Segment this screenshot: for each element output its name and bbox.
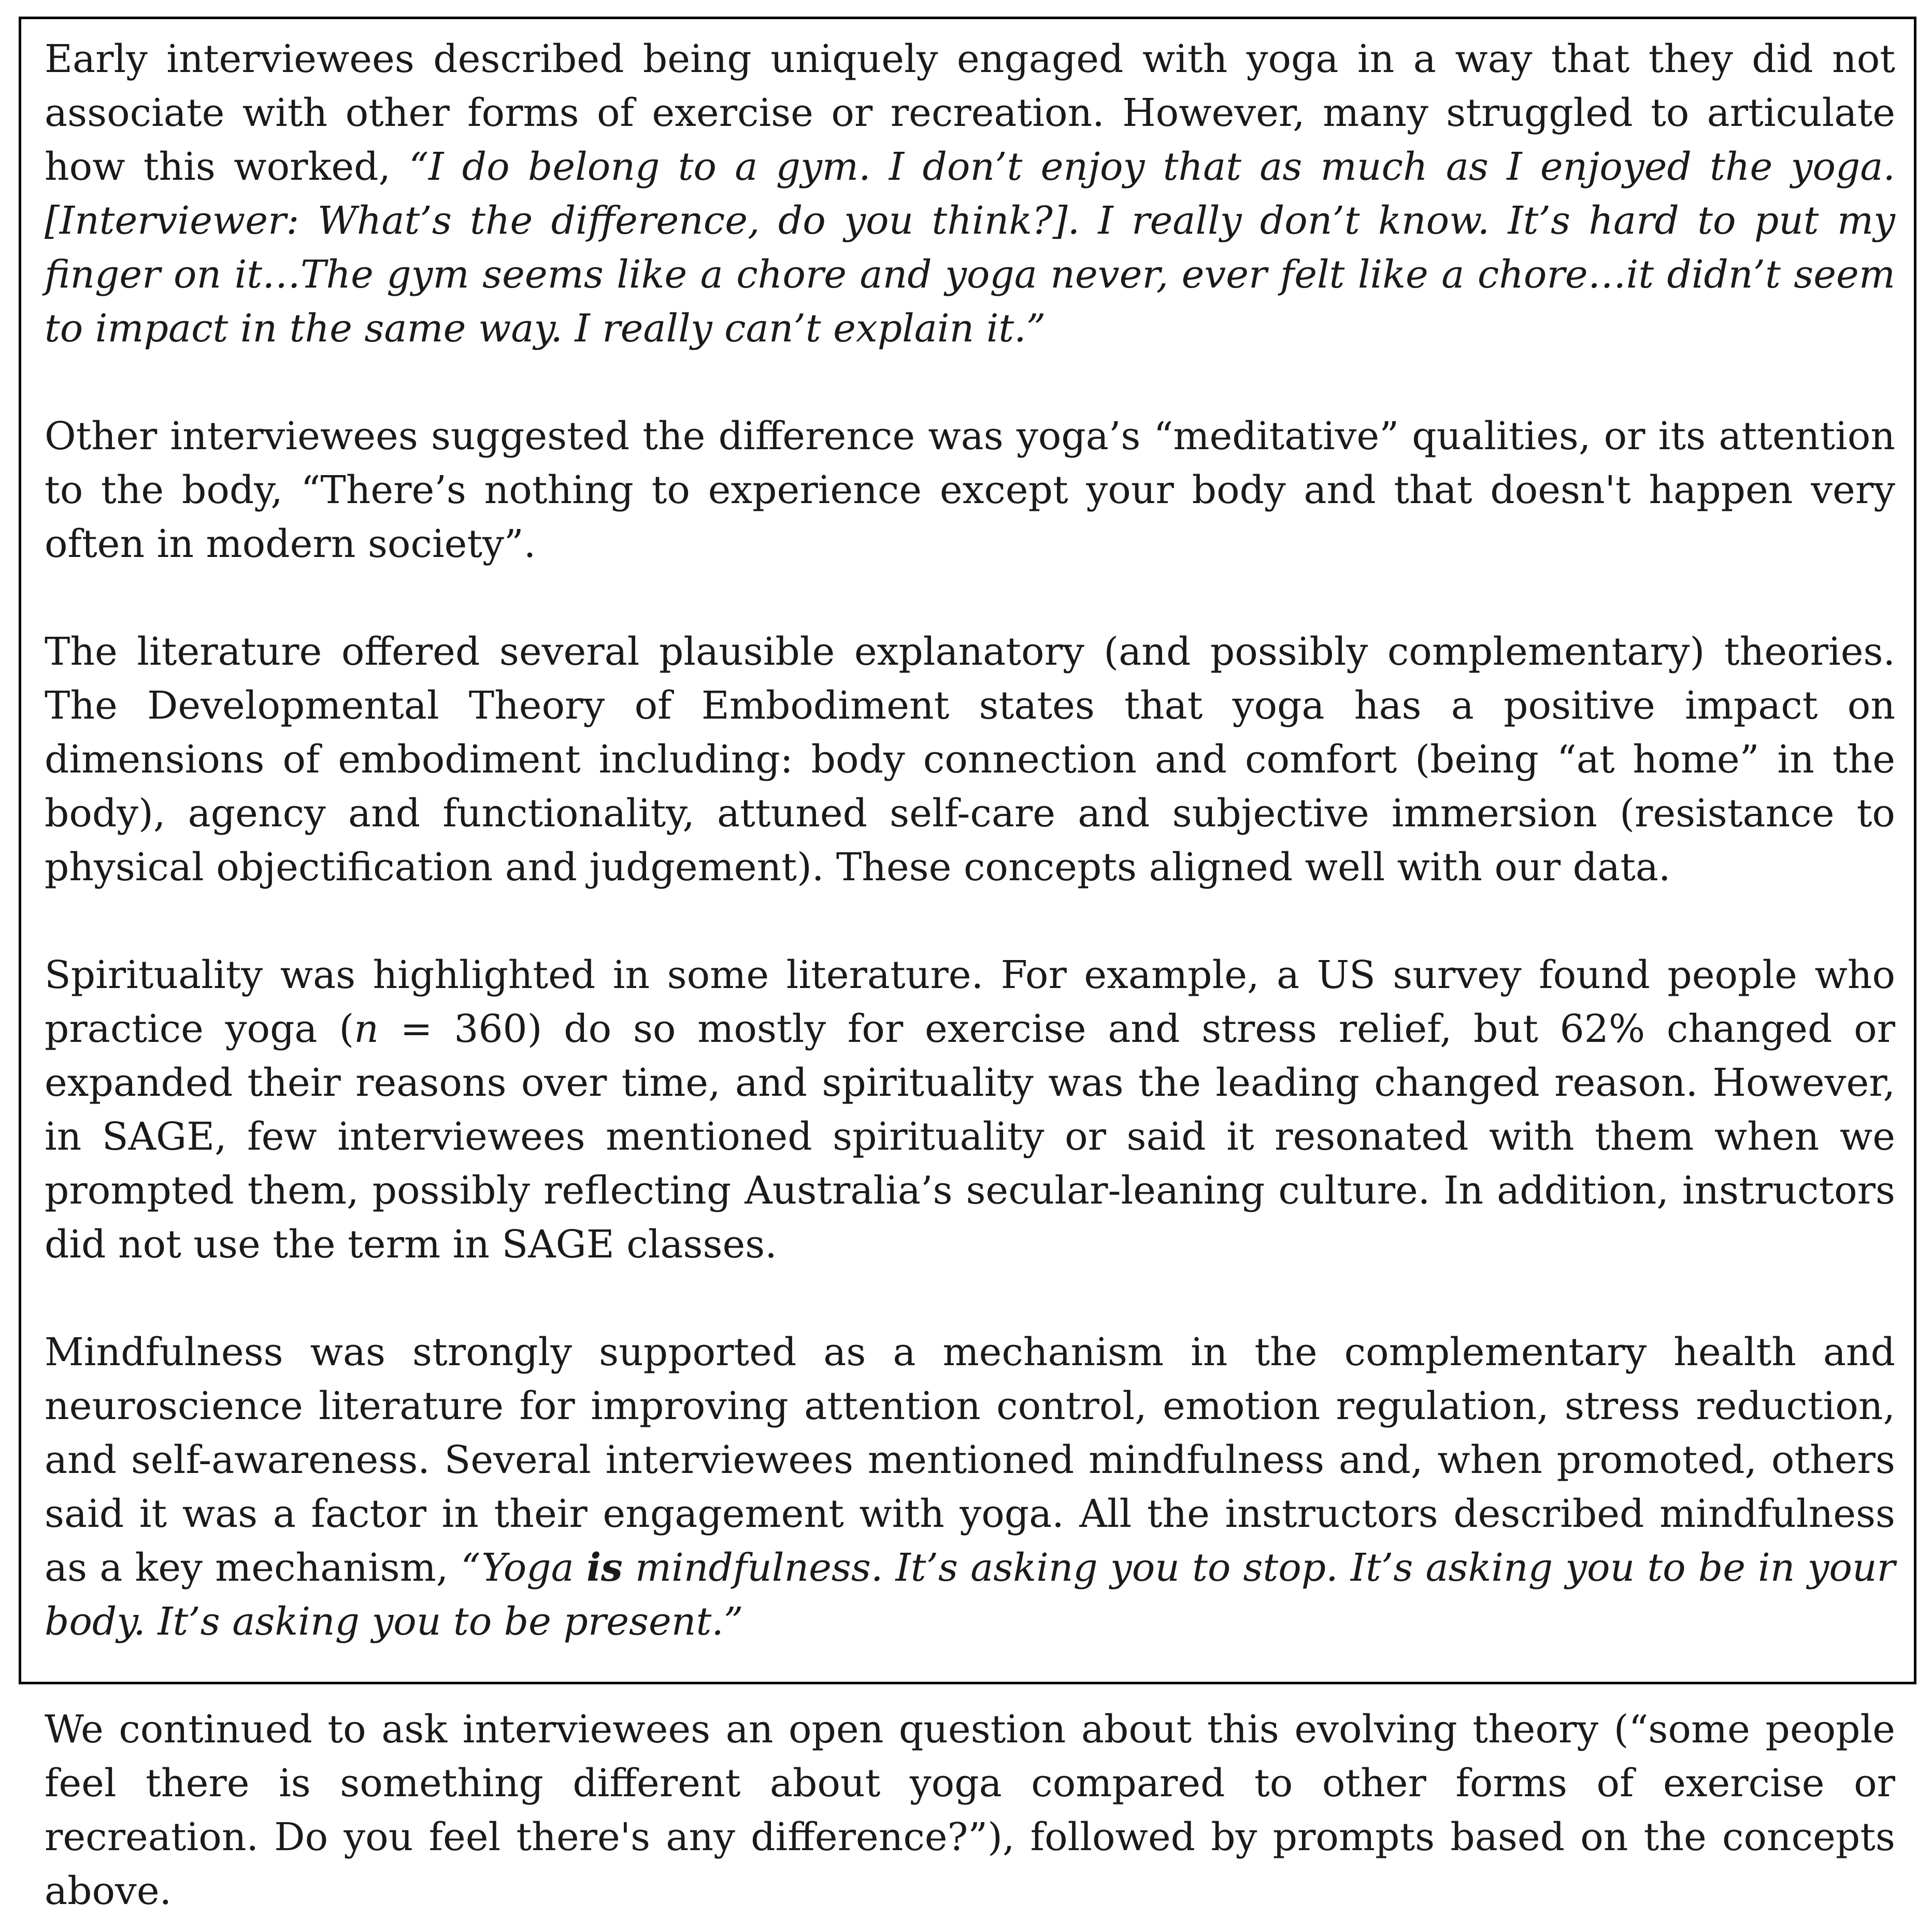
paragraph-mindfulness [45,1325,1895,1649]
paragraph-spirituality [45,948,1895,1271]
paragraph-6-text: We continued to ask interviewees an open question about this evolving theory (“some people feel there is something different about yoga compared to other forms of exercise or recreation. Do you feel there's any difference?”), followed by prompts based on the concepts above. [45,1707,1895,1913]
paragraph-4-text-b: ) do so mostly for exercise and stress relief, but 62% changed or expanded their reasons over time, and spirituality was the leading changed reason. However, in SAGE, few interviewees mentioned spirituality or said it resonated with them when we prompted them, possibly reflecting Australia’s secular-leaning culture. In addition, instructors did not use the term in SAGE classes. [45,1007,1896,1267]
sample-size-value: = 360 [378,1007,527,1051]
bottom-border-rule [19,1682,1916,1684]
sample-size-variable: n [354,1007,379,1051]
paragraph-4-text-a: Spirituality was highlighted in some literature. For example, a US survey found people who practice yoga ( [45,953,1895,1051]
gym-quote: “I do belong to a gym. I don’t enjoy that as much as I enjoyed the yoga. [Interviewer: What’s the difference, do you think?]. I really don’t know. It’s hard to put my finger on it…The gym seems like a chore and yoga never, ever felt like a chore…it didn’t seem to impact in the same way. I really can’t explain it.” [45,145,1896,351]
paragraph-embodiment-theory [45,625,1895,894]
paragraph-meditative-qualities [45,409,1895,571]
paragraph-1-text: Early interviewees described being uniquely engaged with yoga in a way that they did not associate with other forms of exercise or recreation. However, many struggled to articulate how this worked, [45,37,1895,189]
text-box-frame [19,17,1916,1913]
paragraph-3-text: The literature offered several plausible explanatory (and possibly complementary) theories. The Developmental Theory of Embodiment states that yoga has a positive impact on dimensions of embodiment including: body connection and comfort (being “at home” in the body), agency and functionality, attuned self-care and subjective immersion (resistance to physical objectification and judgement). These concepts aligned well with our data. [45,629,1895,890]
document-body [45,32,1895,1918]
paragraph-early-interviewees [45,32,1895,355]
mindfulness-quote-start: “Yoga [461,1545,586,1590]
paragraph-open-question [45,1702,1895,1918]
mindfulness-quote-emphasis: is [586,1545,623,1590]
mindfulness-quote-end: mindfulness. It’s asking you to stop. It’s asking you to be in your body. It’s asking you to be present.” [45,1545,1895,1644]
paragraph-5-text: Mindfulness was strongly supported as a mechanism in the complementary health and neuroscience literature for improving attention control, emotion regulation, stress reduction, and self-awareness. Several interviewees mentioned mindfulness and, when promoted, others said it was a factor in their engagement with yoga. All the instructors described mindfulness as a key mechanism, [45,1330,1895,1590]
paragraph-2-text: Other interviewees suggested the difference was yoga’s “meditative” qualities, or its attention to the body, “There’s nothing to experience except your body and that doesn't happen very often in modern society”. [45,414,1895,566]
